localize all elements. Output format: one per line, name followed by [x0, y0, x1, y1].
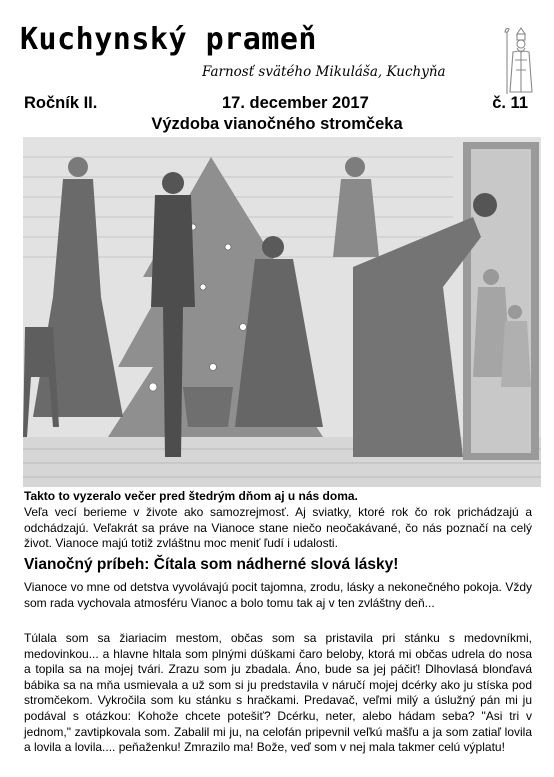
- intro-paragraph: Veľa vecí berieme v živote ako samozrejmosť. Aj sviatky, ktoré rok čo rok prichádzajú a odchádzajú. Veľakrát sa práve na Vianoce stane niečo neočakávané, čo nás poznačí na celý život. Vianoce majú totiž zvláštnu moc meniť ľudí i udalosti.: [24, 505, 532, 551]
- saint-nicholas-icon: [497, 26, 537, 96]
- article-headline: Výzdoba vianočného stromčeka: [151, 115, 403, 133]
- christmas-tree-engraving-icon: [23, 137, 541, 487]
- issue-volume: Ročník II.: [24, 94, 98, 112]
- issue-info: [24, 94, 528, 114]
- issue-date: 17. december 2017: [222, 94, 369, 112]
- parish-subtitle: Farnosť svätého Mikuláša, Kuchyňa: [202, 64, 446, 80]
- illustration-caption: Takto to vyzeralo večer pred štedrým dňom aj u nás doma.: [24, 489, 358, 503]
- story-title: Vianočný príbeh: Čítala som nádherné slová lásky!: [24, 556, 399, 573]
- story-body-paragraph: Túlala som sa žiariacim mestom, občas som sa pristavila pri stánku s medovníkmi, medovinkou... a hlavne hltala som plnými dúškami čaro beloby, ktorá mi občas udrela do nosa a topila sa na mojej tvári. Zrazu som ju zbadala. Áno, bude sa jej páčiť! Dlhovlasá blonďavá bábika sa na mňa usmievala a už som si ju predstavila v náručí mojej dcérky ako ju stíska pod stromčekom. Vykročila som ku stánku s hračkami. Predavač, veľmi milý a úslužný pán mi ju podával s otázkou: Kohože chcete potešiť? Dcérku, neter, alebo hádam seba? "Asi tri v jednom," zavtipkovala som. Zabalil mi ju, na celofán pripevnil veľkú mašľu a ja som zatiaľ lovila a lovila a lovila.... peňaženku! Zmrazilo ma! Bože, veď som v nej mala takmer celú výplatu!: [24, 631, 532, 755]
- issue-number: č. 11: [492, 94, 528, 112]
- newsletter-title: Kuchynský prameň: [20, 22, 317, 57]
- story-lead-paragraph: Vianoce vo mne od detstva vyvolávajú pocit tajomna, zrodu, lásky a nekonečného pokoja. Vždy som rada vychovala atmosféru Vianoc a bolo tomu tak aj v ten zvláštny deň...: [24, 580, 532, 610]
